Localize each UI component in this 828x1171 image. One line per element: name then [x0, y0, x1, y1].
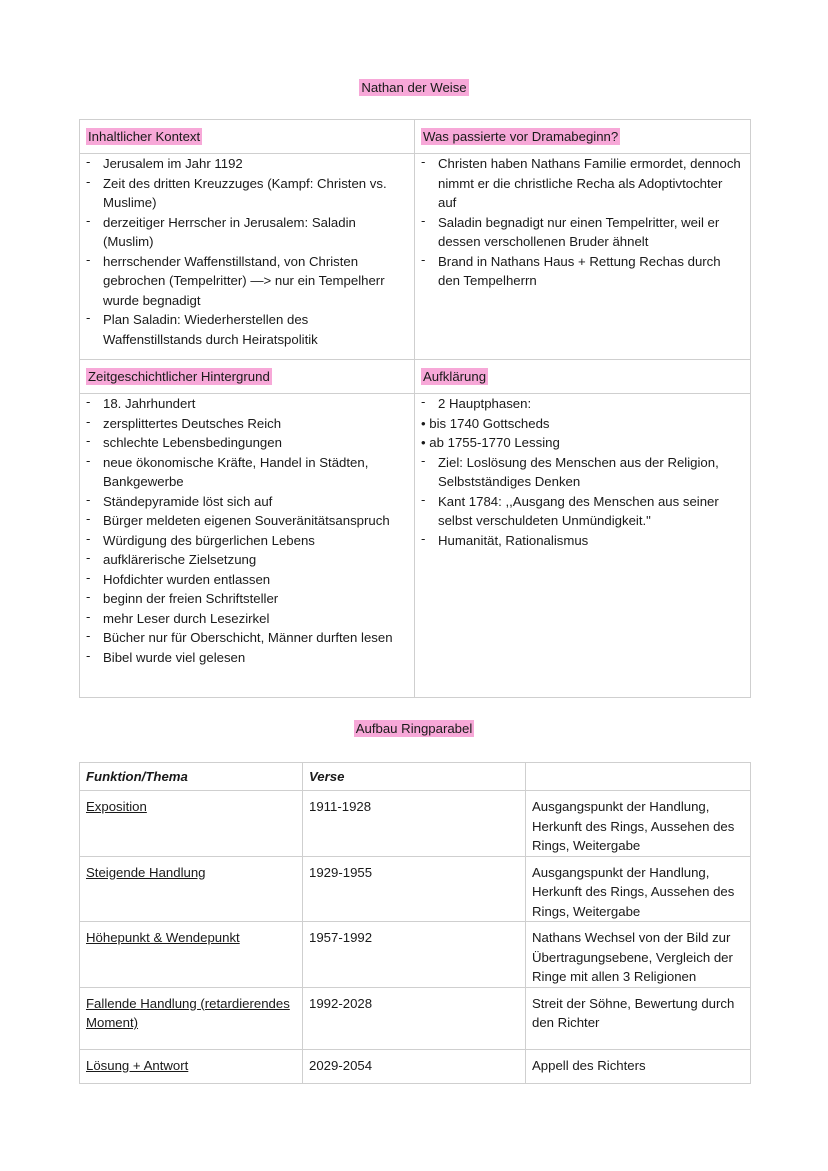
context-grid [79, 119, 751, 698]
bullet-list [421, 394, 744, 550]
section-body-cell [80, 394, 415, 698]
document-title-text: Nathan der Weise [361, 80, 467, 95]
list-item: - Humanität, Rationalismus [421, 531, 744, 551]
section-header: Aufklärung [423, 369, 487, 384]
phase-label: Höhepunkt & Wendepunkt [86, 930, 240, 945]
list-item: - schlechte Lebensbedingungen [86, 433, 408, 453]
ring-table [79, 762, 751, 1084]
list-item: - Würdigung des bürgerlichen Lebens [86, 531, 408, 551]
list-item: - mehr Leser durch Lesezirkel [86, 609, 408, 629]
column-header: Funktion/Thema [80, 763, 303, 791]
section-header: Zeitgeschichtlicher Hintergrund [88, 369, 270, 384]
phase-description: Appell des Richters [526, 1049, 751, 1083]
list-item: - Bibel wurde viel gelesen [86, 648, 408, 668]
section-header-cell [80, 120, 415, 154]
list-item: - Brand in Nathans Haus + Rettung Rechas durch den Tempelherrn [421, 252, 744, 291]
ring-title [0, 721, 828, 736]
phase-label: Fallende Handlung (retardierendes Moment) [86, 995, 290, 1030]
table-row [80, 922, 751, 988]
section-header: Was passierte vor Dramabeginn? [423, 129, 619, 144]
section-body-cell [80, 154, 415, 360]
list-item: • ab 1755-1770 Lessing [421, 435, 560, 450]
list-item: • bis 1740 Gottscheds [421, 415, 550, 431]
list-item: - Ziel: Loslösung des Menschen aus der Religion, Selbstständiges Denken [421, 453, 744, 492]
phase-label: Lösung + Antwort [86, 1057, 189, 1073]
bullet-list [86, 154, 408, 349]
table-row [80, 1049, 751, 1083]
list-item: - Bücher nur für Oberschicht, Männer durften lesen [86, 628, 408, 648]
phase-label: Steigende Handlung [86, 864, 206, 880]
list-item: - Hofdichter wurden entlassen [86, 570, 408, 590]
column-header: Verse [303, 763, 526, 791]
table-row [80, 987, 751, 1049]
document-title [0, 80, 828, 95]
list-item: - Bürger meldeten eigenen Souveränitätsanspruch [86, 511, 408, 531]
phase-description: Streit der Söhne, Bewertung durch den Richter [526, 987, 751, 1049]
verse-range: 2029-2054 [303, 1049, 526, 1083]
section-header: Inhaltlicher Kontext [88, 129, 201, 144]
list-item: - Zeit des dritten Kreuzzuges (Kampf: Christen vs. Muslime) [86, 174, 408, 213]
list-item: - beginn der freien Schriftsteller [86, 589, 408, 609]
section-header-cell [80, 360, 415, 394]
list-item: - Ständepyramide löst sich auf [86, 492, 408, 512]
table-row [80, 856, 751, 922]
list-item: - zersplittertes Deutsches Reich [86, 414, 408, 434]
list-item: - Christen haben Nathans Familie ermordet, dennoch nimmt er die christliche Recha als Adoptivtochter auf [421, 154, 744, 213]
bullet-list [421, 154, 744, 291]
phase-description: Nathans Wechsel von der Bild zur Übertragungsebene, Vergleich der Ringe mit allen 3 Religionen [526, 922, 751, 988]
verse-range: 1911-1928 [303, 791, 526, 857]
section-header-cell [415, 120, 751, 154]
phase-description: Ausgangspunkt der Handlung, Herkunft des Rings, Aussehen des Rings, Weitergabe [526, 856, 751, 922]
list-item: - Saladin begnadigt nur einen Tempelritter, weil er dessen verschollenen Bruder ähnelt [421, 213, 744, 252]
table-header-row [80, 763, 751, 791]
bullet-list [86, 394, 408, 667]
column-header [526, 763, 751, 791]
list-item: - herrschender Waffenstillstand, von Christen gebrochen (Tempelritter) —> nur ein Tempelherr wurde begnadigt [86, 252, 408, 311]
section-body-cell [415, 154, 751, 360]
list-item: - Plan Saladin: Wiederherstellen des Waffenstillstands durch Heiratspolitik [86, 310, 408, 349]
table-row [80, 791, 751, 857]
ring-title-text: Aufbau Ringparabel [355, 721, 473, 736]
list-item: - 18. Jahrhundert [86, 394, 408, 414]
verse-range: 1992-2028 [303, 987, 526, 1049]
list-item: - Kant 1784: ,,Ausgang des Menschen aus seiner selbst verschuldeten Unmündigkeit." [421, 492, 744, 531]
verse-range: 1957-1992 [303, 922, 526, 988]
list-item: - aufklärerische Zielsetzung [86, 550, 408, 570]
list-item: - neue ökonomische Kräfte, Handel in Städten, Bankgewerbe [86, 453, 408, 492]
list-item: - 2 Hauptphasen: [421, 394, 744, 414]
phase-label: Exposition [86, 799, 147, 814]
section-body-cell [415, 394, 751, 698]
list-item: - derzeitiger Herrscher in Jerusalem: Saladin (Muslim) [86, 213, 408, 252]
section-header-cell [415, 360, 751, 394]
phase-description: Ausgangspunkt der Handlung, Herkunft des Rings, Aussehen des Rings, Weitergabe [526, 791, 751, 857]
verse-range: 1929-1955 [303, 856, 526, 922]
list-item: - Jerusalem im Jahr 1192 [86, 154, 408, 174]
